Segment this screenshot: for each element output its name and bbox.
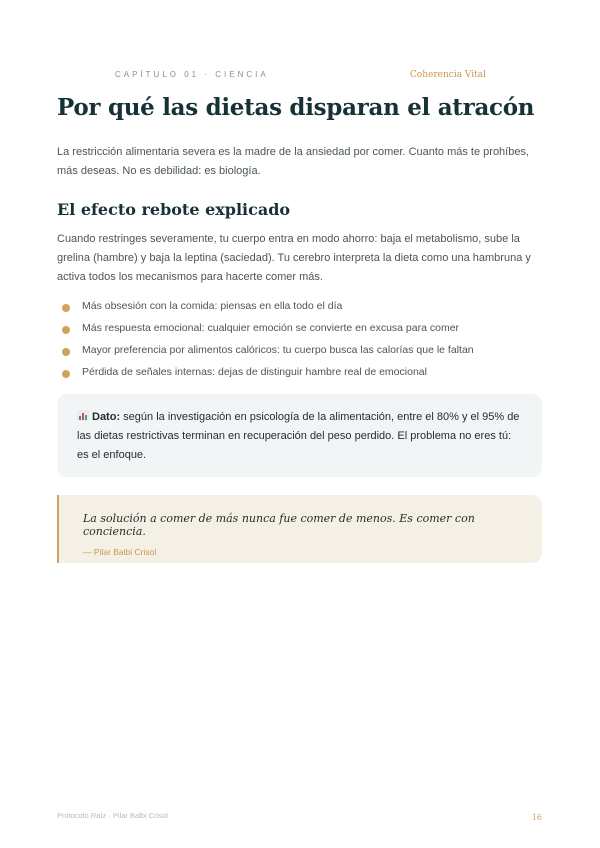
- page-title: Por qué las dietas disparan el atracón: [57, 94, 535, 121]
- chapter-label: CAPÍTULO 01 · CIENCIA: [115, 70, 269, 79]
- brand-name: Coherencia Vital: [409, 70, 486, 80]
- fact-callout: [57, 394, 542, 477]
- bullet-dot-icon: [62, 304, 70, 312]
- bar-chart-icon: [77, 410, 89, 421]
- fact-text: según la investigación en psicología de la alimentación, entre el 80% y el 95% de las dietas restrictivas terminan en recuperación del peso perdido. El problema no eres tú: es el enfoque.: [77, 411, 520, 461]
- list-item-text: Pérdida de señales internas: dejas de distinguir hambre real de emocional: [82, 366, 427, 378]
- footer-title: Protocolo Raíz · Pilar Balbi Crisol: [57, 811, 168, 820]
- quote-author: — Pilar Balbi Crisol: [83, 547, 157, 557]
- bullet-dot-icon: [62, 348, 70, 356]
- list-item-text: Mayor preferencia por alimentos calóricos: tu cuerpo busca las calorías que le faltan: [82, 344, 474, 356]
- list-item-text: Más respuesta emocional: cualquier emoción se convierte en excusa para comer: [82, 322, 460, 334]
- list-item: [62, 296, 542, 318]
- list-item: [62, 318, 542, 340]
- quote-text: La solución a comer de más nunca fue comer de menos. Es comer con conciencia.: [83, 512, 475, 538]
- section-body: Cuando restringes severamente, tu cuerpo entra en modo ahorro: baja el metabolismo, sube la grelina (hambre) y baja la leptina (saciedad). Tu cerebro interpreta la dieta como una hambruna y activa todos los mecanismos para hacerte comer más.: [57, 233, 531, 283]
- list-item-text: Más obsesión con la comida: piensas en ella todo el día: [82, 300, 343, 312]
- bullet-dot-icon: [62, 326, 70, 334]
- bullet-list: [62, 296, 542, 384]
- page-number: 16: [531, 813, 542, 822]
- fact-label: Dato:: [92, 411, 121, 423]
- list-item: [62, 362, 542, 384]
- intro-paragraph: La restricción alimentaria severa es la madre de la ansiedad por comer. Cuanto más te prohíbes, más deseas. No es debilidad: es biología.: [57, 146, 530, 177]
- section-heading: El efecto rebote explicado: [57, 200, 291, 219]
- bullet-dot-icon: [62, 370, 70, 378]
- list-item: [62, 340, 542, 362]
- quote-callout: [57, 495, 542, 563]
